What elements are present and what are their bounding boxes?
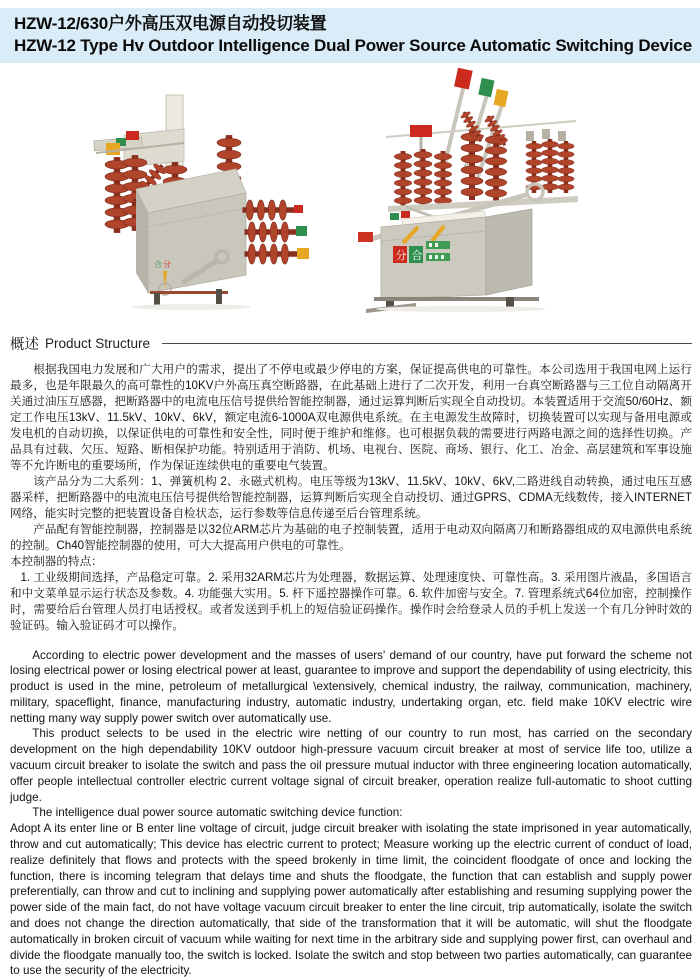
catalog-page	[0, 8, 700, 895]
en-paragraph: The intelligence dual power source automatic switching device function:	[10, 805, 692, 821]
left-plate-label-close: 合	[154, 259, 162, 269]
section-divider-line	[162, 343, 692, 344]
right-plate-label-close: 合	[412, 248, 423, 262]
en-paragraph: This product selects to be used in the electric wire netting of our country to run most, has carried on the secondary development on the high dependability 10KV outdoor high-pressure vacuum circuit breaker at most of service life too, utilize a vacuum circuit breaker to isolate the switch and pass the oil pressure mutual inductor with three engineering location automatically, offer people intellectual controller electric current voltage signal of circuit breaker, operation realize full-automatic to shoot cutting judge.	[10, 726, 692, 805]
page-title-chinese: HZW-12/630户外高压双电源自动投切装置	[14, 13, 688, 35]
cn-paragraph: 该产品分为二大系列：1、弹簧机构 2、永磁式机构。电压等级为13kV、11.5kV、10kV、6kV,二路进线自动转换，通过电压互感器采样，把断路器中的电流电压信号提供给智能控制器，运算判断后实现全自动投切、通过GPRS、CDMA无线数传，接入INTERNET网络，能实时完整的把装置设备自检状态，运行参数等信息传递至后台管理系统。	[10, 474, 692, 522]
english-description	[10, 648, 692, 979]
page-title-english: HZW-12 Type Hv Outdoor Intelligence Dual Power Source Automatic Switching Device	[14, 35, 688, 57]
left-upper-frame	[94, 95, 184, 167]
product-photo-area	[0, 63, 700, 329]
cn-paragraph: 根据我国电力发展和广大用户的需求，提出了不停电或最少停电的方案，保证提高供电的可靠性。本公司选用于我国电网上运行最多，也是年限最久的高可靠性的10KV户外高压真空断路器，在此基础上进行了二次开发，利用一台真空断路器与三工位自动隔离开关通过油压互感器，把断路器中的电流电压信号提供给智能控制器，通过运算判断后实现全自动投切。本装置适用于交流50/60Hz、额定工作电压13kV、11.5kV、10kV、6kV，额定电流6-1000A双电源供电系统。在主电源发生故障时，切换装置可以实现与备用电源或发电机的自动切换，以保证供电的可靠性和安全性，同时便于维护和维修。也可根据负载的需要进行两路电源之间的选择性切换。产品具有过载、欠压、短路、断相保护功能。特别适用于消防、机场、电视台、医院、商场、银行、化工、冶金、高层建筑和军事设施等不允许断电的重要场所，作为保证连续供电的重要电气装置。	[10, 362, 692, 474]
product-photo-right	[346, 65, 644, 313]
cn-paragraph: 产品配有智能控制器，控制器是以32位ARM芯片为基础的电子控制装置，适用于电动双向隔离刀和断路器组成的双电源供电系统的控制。Ch40智能控制器的使用，可大大提高用户供电的可靠性。	[10, 522, 692, 554]
section-heading	[10, 333, 694, 354]
page-header	[0, 8, 700, 63]
left-insulators-horizontal	[243, 199, 310, 263]
cn-paragraph: 1. 工业级期间选择，产品稳定可靠。2. 采用32ARM芯片为处理器，数据运算、处理速度快、可靠性高。3. 采用图片液晶，多国语言和中文菜单显示运行状态及参数。4. 功能强大实用。5. 杆下遥控器操作可靠。6. 软件加密与安全。7. 管理系统式64位加密，控制操作时，需要给后台管理人员打电话授权。或者发送到手机上的短信验证码操作。操作时会给登录人员的手机上发送一个有几分钟时效的验证码。输入验证码才可以操作。	[10, 570, 692, 634]
en-paragraph: According to electric power development and the masses of users' demand of our country, have put forward the scheme not losing electrical power or losing electrical power at least, guarantee to improve and support the dependability of using electricity, this product is used in the mine, petroleum of metallurgical \extensively, chemical industry, the railway, communication, machinery, military, spaceflight, finance, manufacturing industry, automatic industry, undertaking organ, etc. field make 10KV electric wire netting many way supply power switch over automatically use.	[10, 648, 692, 727]
section-title-chinese: 概述	[10, 333, 39, 354]
section-title-english: Product Structure	[45, 336, 150, 351]
cn-paragraph: 本控制器的特点：	[10, 554, 692, 570]
chinese-description	[10, 362, 692, 634]
right-base	[366, 297, 546, 313]
en-paragraph: Adopt A its enter line or B enter line voltage of circuit, judge circuit breaker with isolating the state imprisoned in year automatically, throw and cut automatically; This device has electric current to protect; Measure working up the electric current of conduct of load, realize definitely that flows and protects with the speed brokenly in time limit, the coincident floodgate of once and locking the function, there is incoming telegram that delays time and shuts the floodgate, the function that can establish and supply power preferentially, can throw and cut to inclining and supplying power automatically after establishing and resuming supplying power the power side of the main fact, do not have voltage vacuum circuit breaker to enter the line circuit, trip automatically, isolate the switch and does not change the direction automatically, that side of the transformation that it will be automatic, will shut the floodgate automatically in broken circuit of vacuum while waiting for next time in the arbitrary side and supplying power first, can overhaul and divide the floodgate manually too, the switch is locked. Isolate the switch and stop between two parties automatically, can guarantee to use the security of the electricity.	[10, 821, 692, 979]
right-plate-label-open: 分	[396, 248, 407, 262]
product-photo-left	[66, 77, 310, 311]
left-plate-label-open: 分	[163, 259, 171, 269]
